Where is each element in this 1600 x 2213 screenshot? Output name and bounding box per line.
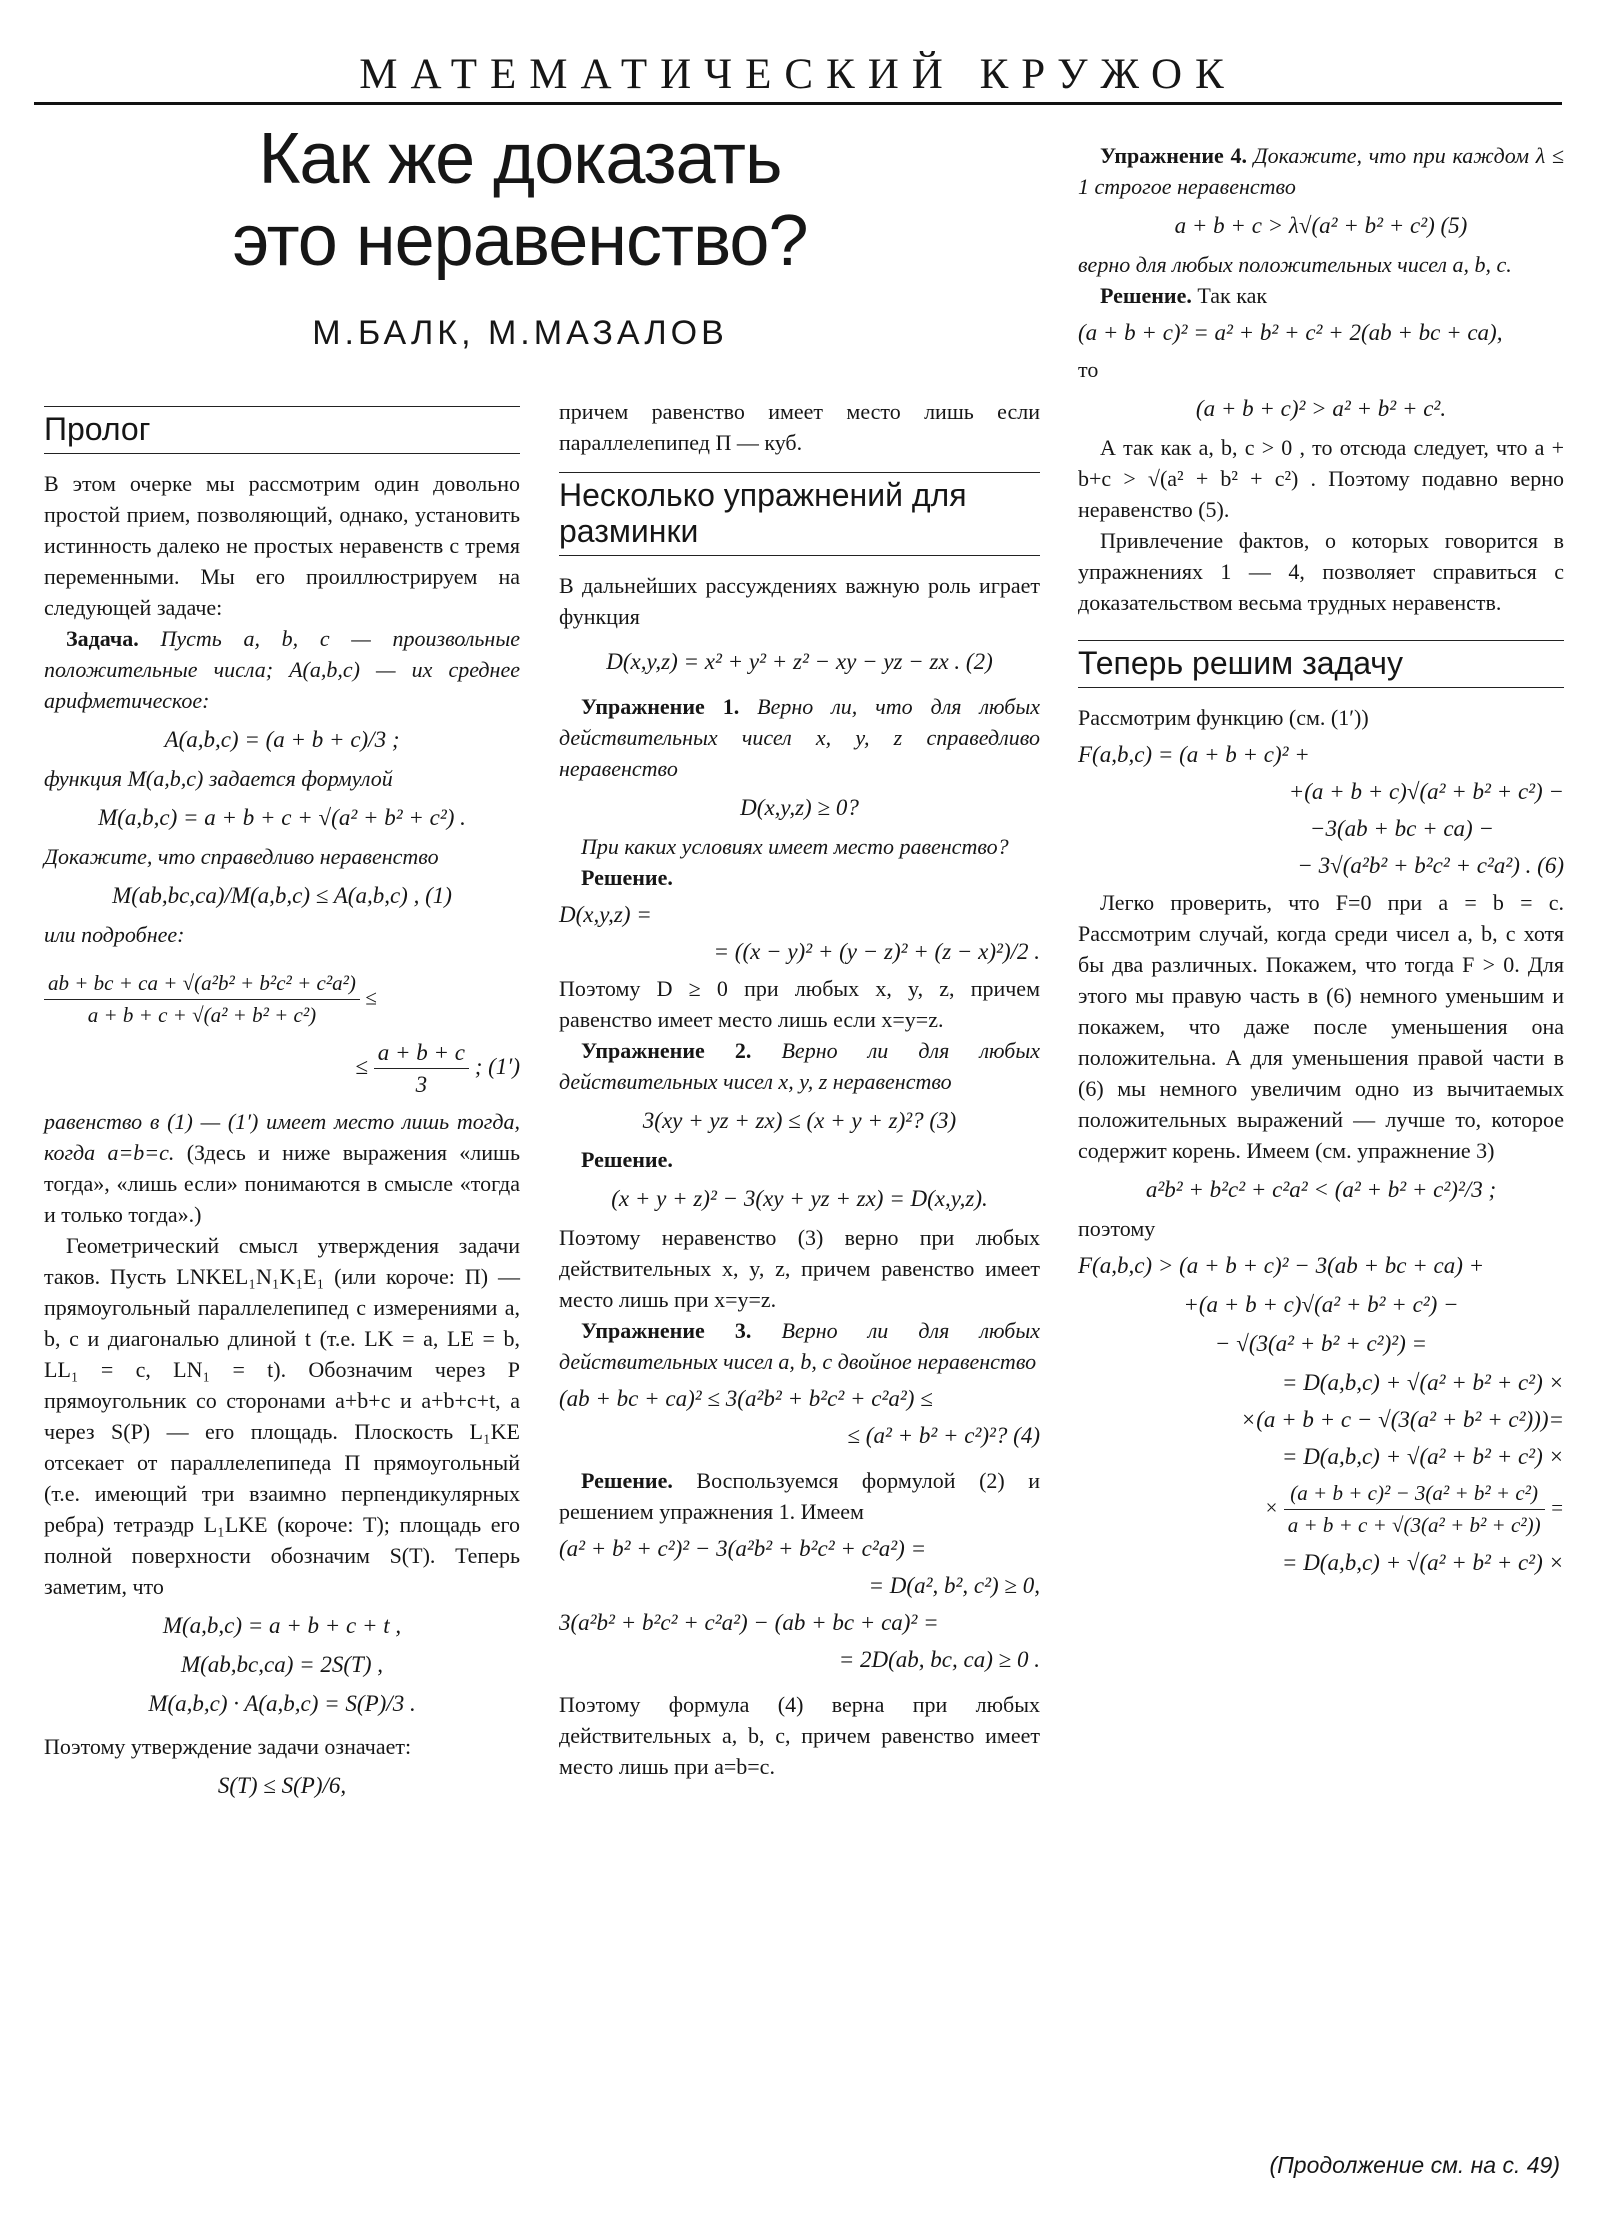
formula: = D(a,b,c) + √(a² + b² + c²) ×: [1281, 1370, 1564, 1395]
formula: = D(a,b,c) + √(a² + b² + c²) ×: [1281, 1444, 1564, 1469]
formula-6-line1: F(a,b,c) = (a + b + c)² +: [1078, 742, 1310, 767]
formula: M(a,b,c) = a + b + c + t ,: [162, 1613, 402, 1638]
solution-3: [559, 1465, 1040, 1527]
rubric-title: МАТЕМАТИЧЕСКИЙ КРУЖОК: [359, 51, 1237, 98]
paragraph: то: [1078, 357, 1099, 382]
formula: − √(3(a² + b² + c²)²) =: [1214, 1331, 1428, 1356]
section-heading-warmup: Несколько упражнений для разминки: [559, 472, 1040, 556]
paragraph: Поэтому формула (4) верна при любых действительных a, b, c, причем равенство имеет место лишь при a=b=c.: [559, 1692, 1040, 1779]
formula: M(a,b,c) · A(a,b,c) = S(P)/3 .: [148, 1691, 416, 1716]
solution-label-text: Решение.: [1100, 283, 1192, 308]
paragraph: Докажите, что справедливо неравенство: [44, 844, 439, 869]
numerator: a + b + c: [374, 1037, 469, 1069]
formula-4-line1: (ab + bc + ca)² ≤ 3(a²b² + b²c² + c²a²) ≤: [559, 1386, 933, 1411]
exercise-label: Упражнение 1.: [581, 694, 740, 719]
solution-label-text: Решение.: [581, 1147, 673, 1172]
formula-4-line2: ≤ (a² + b² + c²)²? (4): [847, 1423, 1040, 1448]
exercise-label: Упражнение 2.: [581, 1038, 752, 1063]
solution-4: [1078, 280, 1564, 311]
exercise-text: Докажите, что при каждом λ ≤ 1 строгое неравенство: [1078, 143, 1564, 199]
formula-1-prime-line2: [44, 1037, 520, 1100]
page-header: [34, 46, 1562, 106]
paragraph: верно для любых положительных чисел a, b, c.: [1078, 252, 1512, 277]
formula-1: M(ab,bc,ca)/M(a,b,c) ≤ A(a,b,c) , (1): [112, 883, 452, 908]
denominator: 3: [415, 1072, 428, 1097]
denominator: a + b + c + √(a² + b² + c²): [87, 1003, 317, 1027]
exercise-text: Верно ли для любых действительных чисел a, b, c двойное неравенство: [559, 1318, 1041, 1374]
section-heading-solve: Теперь решим задачу: [1078, 640, 1564, 688]
formula-M: M(a,b,c) = a + b + c + √(a² + b² + c²) .: [98, 805, 466, 830]
formula-6-line3: −3(ab + bc + ca) −: [1309, 816, 1494, 841]
paragraph: Легко проверить, что F=0 при a = b = c. Рассмотрим случай, когда среди чисел a, b, c хотя бы два различных. Покажем, что тогда F > 0. Для этого мы правую часть в (6) немного уменьшим и покажем, что даже после уменьшения она положительна. А для уменьшения правой части в (6) мы немного увеличим одно из вычитаемых положительных выражений — лучше то, которое содержит корень. Имеем (см. упражнение 3): [1078, 890, 1564, 1163]
paragraph: Геометрический смысл утверждения задачи таков. Пусть LNKEL₁N₁K₁E₁ (или короче: П) — прямоугольный параллелепипед с измерениями a, b, c и диагональю длиной t (т.е. LK = a, LE = b, LL₁ = c, LN₁ = t). Обозначим через P прямоугольник со сторонами a+b+c и a+b+c+t, а через S(P) — его площадь. Плоскость L₁KE отсекает от параллелепипеда П прямоугольный (т.е. имеющий три взаимно перпендикулярных ребра) тетраэдр L₁LKE (короче: T); площадь его полной поверхности обозначим S(T). Теперь заметим, что: [44, 1233, 520, 1599]
numerator: (a + b + c)² − 3(a² + b² + c²): [1284, 1478, 1545, 1510]
formula: [1078, 1478, 1564, 1541]
paragraph: Поэтому утверждение задачи означает:: [44, 1734, 412, 1759]
column-1: [44, 400, 520, 1809]
equation-tag: ; (1′): [474, 1053, 520, 1079]
article-authors: М.БАЛК, М.МАЗАЛОВ: [312, 314, 728, 352]
formula: (a² + b² + c²)² − 3(a²b² + b²c² + c²a²) =: [559, 1536, 927, 1561]
solution-label-text: Решение.: [581, 1468, 673, 1493]
formula: F(a,b,c) > (a + b + c)² − 3(ab + bc + ca) +: [1078, 1253, 1485, 1278]
task-paragraph: [44, 623, 520, 716]
task-text: Пусть a, b, c — произвольные положительные числа; A(a,b,c) — их среднее арифметическое:: [44, 626, 521, 713]
paragraph: или подробнее:: [44, 922, 185, 947]
solution-label: [559, 862, 1040, 893]
formula: = 2D(ab, bc, ca) ≥ 0 .: [838, 1647, 1040, 1672]
exercise-label: Упражнение 3.: [581, 1318, 752, 1343]
exercise-1: [559, 691, 1040, 784]
formula-3: 3(xy + yz + zx) ≤ (x + y + z)²? (3): [642, 1108, 957, 1133]
continued-note: (Продолжение см. на с. 49): [1269, 2152, 1560, 2178]
formula: +(a + b + c)√(a² + b² + c²) −: [1183, 1292, 1459, 1317]
formula: (a + b + c)² = a² + b² + c² + 2(ab + bc + ca),: [1078, 320, 1503, 345]
paragraph: В дальнейших рассуждениях важную роль играет функция: [559, 573, 1040, 629]
le-sign: ≤: [365, 985, 377, 1010]
paragraph: Рассмотрим функцию (см. (1′)): [1078, 705, 1369, 730]
formula: = ((x − y)² + (y − z)² + (z − x)²)/2 .: [713, 939, 1040, 964]
formula-2: D(x,y,z) = x² + y² + z² − xy − yz − zx . (2): [606, 649, 993, 674]
formula-1-prime: [44, 968, 520, 1031]
times-sign: ×: [1264, 1495, 1279, 1520]
paragraph: поэтому: [1078, 1216, 1156, 1241]
formula-6-line4: − 3√(a²b² + b²c² + c²a²) . (6): [1297, 853, 1564, 878]
formula: a²b² + b²c² + c²a² < (a² + b² + c²)²/3 ;: [1145, 1177, 1497, 1202]
solution-label-text: Решение.: [581, 865, 673, 890]
article-title-line1: Как же доказать: [258, 119, 782, 199]
fraction: [44, 968, 360, 1031]
exercise-2: [559, 1035, 1040, 1097]
formula: D(x,y,z) ≥ 0?: [740, 795, 859, 820]
paragraph: Поэтому неравенство (3) верно при любых действительных x, y, z, причем равенство имеет место лишь при x=y=z.: [559, 1225, 1040, 1312]
formula: (a + b + c)² > a² + b² + c².: [1195, 396, 1447, 421]
formula-5: a + b + c > λ√(a² + b² + c²) (5): [1174, 213, 1468, 238]
clarification-text: (Здесь и ниже выражения «лишь тогда», «лишь если» понимаются в смысле «тогда и только тогда».): [44, 1140, 520, 1227]
formula: D(x,y,z) =: [559, 902, 652, 927]
header-rule: [34, 102, 1562, 105]
formula-6-line2: +(a + b + c)√(a² + b² + c²) −: [1288, 779, 1564, 804]
exercise-label: Упражнение 4.: [1100, 143, 1247, 168]
paragraph: А так как a, b, c > 0 , то отсюда следует, что a + b+c > √(a² + b² + c²) . Поэтому подавно верно неравенство (5).: [1078, 435, 1564, 522]
fraction: [374, 1037, 469, 1100]
formula: ×(a + b + c − √(3(a² + b² + c²)))=: [1240, 1407, 1564, 1432]
paragraph: Привлечение фактов, о которых говорится в упражнениях 1 — 4, позволяет справиться с доказательством весьма трудных неравенств.: [1078, 528, 1564, 615]
formula: (x + y + z)² − 3(xy + yz + zx) = D(x,y,z).: [611, 1186, 988, 1211]
equals-sign: =: [1549, 1495, 1564, 1520]
paragraph: При каких условиях имеет место равенство?: [581, 834, 1009, 859]
section-heading-prolog: Пролог: [44, 406, 520, 454]
paragraph: причем равенство имеет место лишь если параллелепипед П — куб.: [559, 399, 1040, 455]
numerator: ab + bc + ca + √(a²b² + b²c² + c²a²): [44, 968, 360, 1000]
le-sign: ≤: [355, 1053, 368, 1079]
column-3: [1078, 140, 1564, 1584]
exercise-text: Верно ли, что для любых действительных чисел x, y, z справедливо неравенство: [559, 694, 1041, 781]
denominator: a + b + c + √(3(a² + b² + c²)): [1287, 1513, 1541, 1537]
exercise-text: Верно ли для любых действительных чисел x, y, z неравенство: [559, 1038, 1041, 1094]
formula: = D(a², b², c²) ≥ 0,: [868, 1573, 1040, 1598]
solution-text: Так как: [1197, 283, 1268, 308]
paragraph: функция M(a,b,c) задается формулой: [44, 766, 393, 791]
paragraph: В этом очерке мы рассмотрим один довольно простой прием, позволяющий, однако, установить истинность далеко не простых неравенств с тремя переменными. Мы его проиллюстрируем на следующей задаче:: [44, 471, 520, 620]
equality-text: равенство в (1) — (1′) имеет место лишь тогда, когда a=b=c.: [44, 1109, 520, 1165]
formula: = D(a,b,c) + √(a² + b² + c²) ×: [1281, 1550, 1564, 1575]
solution-text: Воспользуемся формулой (2) и решением упражнения 1. Имеем: [559, 1468, 1041, 1524]
paragraph: [44, 1106, 520, 1230]
formula-A: A(a,b,c) = (a + b + c)/3 ;: [164, 727, 400, 752]
task-label: Задача.: [66, 626, 139, 651]
paragraph: Поэтому D ≥ 0 при любых x, y, z, причем равенство имеет место лишь если x=y=z.: [559, 976, 1040, 1032]
fraction: [1284, 1478, 1545, 1541]
formula: M(ab,bc,ca) = 2S(T) ,: [180, 1652, 384, 1677]
column-2: [559, 396, 1040, 1782]
exercise-3: [559, 1315, 1040, 1377]
article-title-line2: это неравенство?: [232, 201, 808, 281]
formula: 3(a²b² + b²c² + c²a²) − (ab + bc + ca)² =: [559, 1610, 939, 1635]
exercise-4: [1078, 140, 1564, 202]
article-title: [160, 118, 880, 282]
solution-label: [559, 1144, 1040, 1175]
formula: S(T) ≤ S(P)/6,: [217, 1773, 347, 1798]
